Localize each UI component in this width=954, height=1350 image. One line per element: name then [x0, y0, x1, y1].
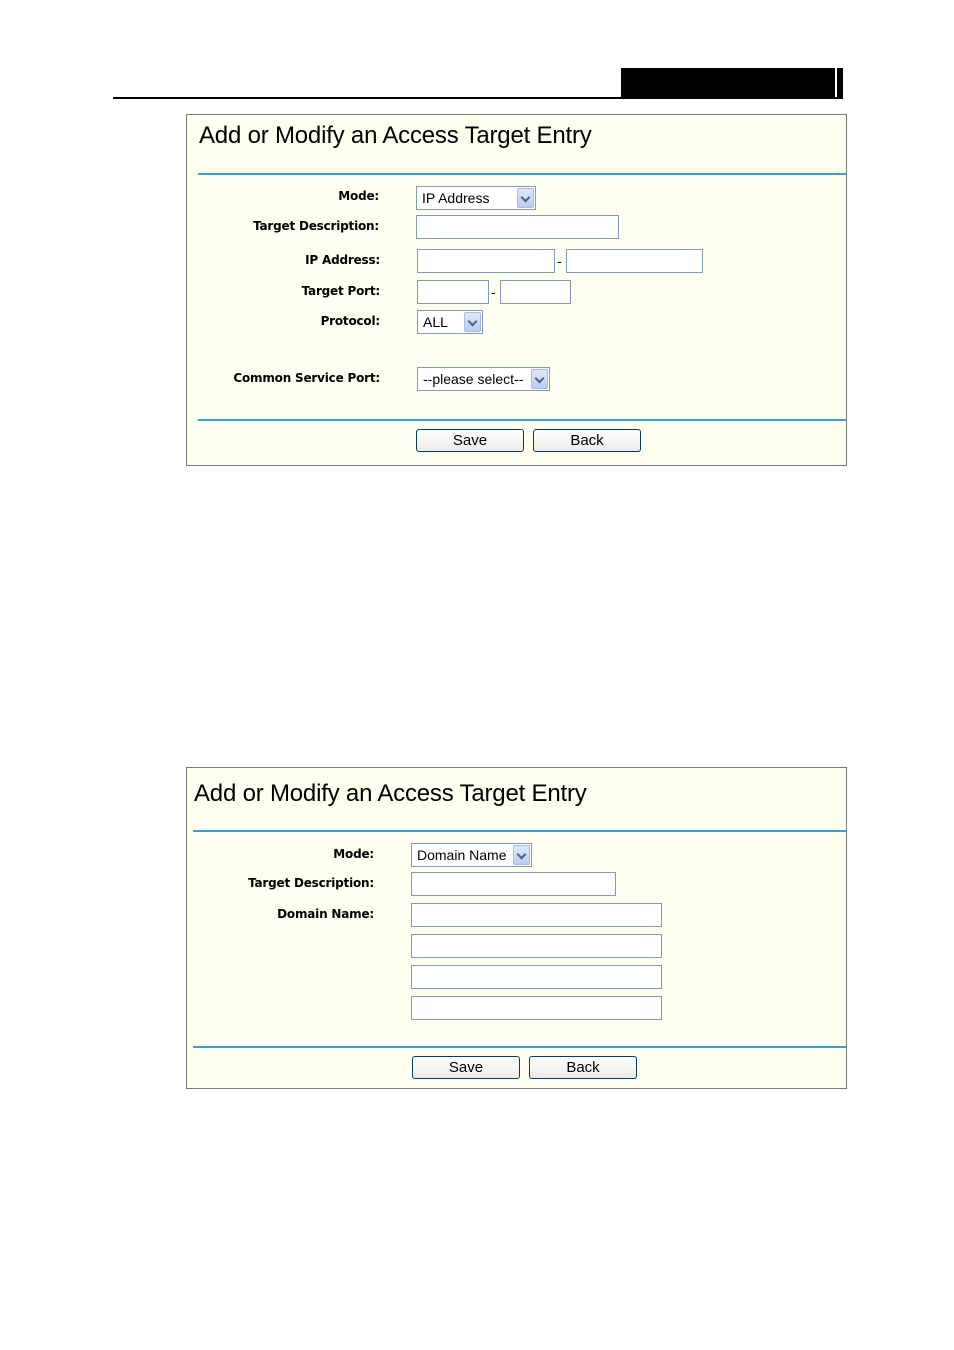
target-description-label: Target Description:	[248, 876, 374, 890]
protocol-select-value: ALL	[423, 314, 448, 330]
mode-label: Mode:	[338, 189, 379, 203]
domain-name-input-1[interactable]	[411, 903, 662, 927]
save-button[interactable]: Save	[416, 429, 524, 452]
ip-address-label: IP Address:	[305, 253, 380, 267]
mode-select-value: IP Address	[422, 190, 490, 206]
mode-label: Mode:	[333, 847, 374, 861]
ip-range-dash: -	[557, 253, 562, 269]
access-target-panel-ip	[186, 114, 847, 466]
panel-title: Add or Modify an Access Target Entry	[199, 122, 592, 149]
panel-title: Add or Modify an Access Target Entry	[194, 780, 587, 807]
header-rule	[113, 97, 843, 99]
chevron-down-icon[interactable]	[531, 369, 548, 389]
protocol-select[interactable]	[417, 310, 483, 334]
back-button[interactable]: Back	[533, 429, 641, 452]
header-bar	[621, 68, 835, 99]
target-description-input[interactable]	[416, 215, 619, 239]
title-divider	[198, 173, 846, 175]
back-button[interactable]: Back	[529, 1056, 637, 1079]
domain-name-input-3[interactable]	[411, 965, 662, 989]
target-description-input[interactable]	[411, 872, 616, 896]
common-service-port-select[interactable]	[417, 367, 550, 391]
title-divider	[193, 830, 846, 832]
mode-select-value: Domain Name	[417, 847, 507, 863]
port-range-dash: -	[491, 284, 496, 300]
common-service-port-value: --please select--	[423, 371, 524, 387]
ip-address-start-input[interactable]	[417, 249, 555, 273]
target-port-end-input[interactable]	[500, 280, 571, 304]
footer-divider	[198, 419, 846, 421]
chevron-down-icon[interactable]	[513, 845, 530, 865]
mode-select[interactable]	[416, 186, 536, 210]
header-bar-tick	[837, 68, 843, 99]
target-port-start-input[interactable]	[417, 280, 489, 304]
common-service-port-label: Common Service Port:	[233, 371, 380, 385]
target-description-label: Target Description:	[253, 219, 379, 233]
domain-name-label: Domain Name:	[277, 907, 374, 921]
protocol-label: Protocol:	[320, 314, 380, 328]
chevron-down-icon[interactable]	[464, 312, 481, 332]
chevron-down-icon[interactable]	[517, 188, 534, 208]
domain-name-input-2[interactable]	[411, 934, 662, 958]
footer-divider	[193, 1046, 846, 1048]
access-target-panel-domain	[186, 767, 847, 1089]
ip-address-end-input[interactable]	[566, 249, 703, 273]
save-button[interactable]: Save	[412, 1056, 520, 1079]
domain-name-input-4[interactable]	[411, 996, 662, 1020]
target-port-label: Target Port:	[301, 284, 380, 298]
mode-select[interactable]	[411, 843, 532, 867]
